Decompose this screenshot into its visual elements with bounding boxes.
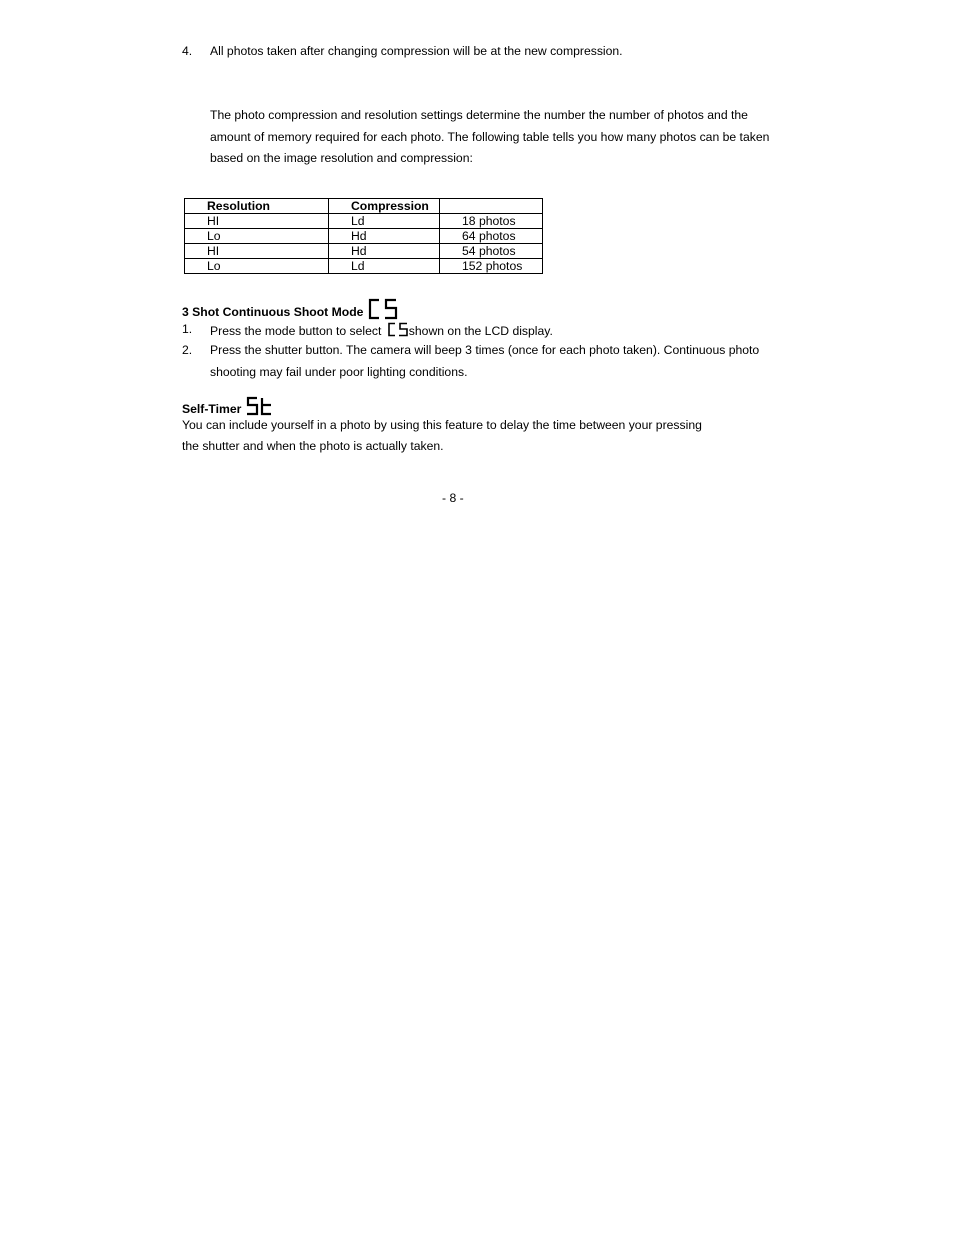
table-header-row	[185, 199, 543, 214]
cell-compression: Ld	[329, 259, 440, 274]
resolution-compression-table	[184, 198, 543, 274]
cell-photos: 18 photos	[440, 214, 543, 229]
table-row	[185, 229, 543, 244]
list-number-2: 2.	[182, 343, 193, 357]
self-timer-line-2: the shutter and when the photo is actually taken.	[182, 439, 444, 453]
self-timer-heading	[182, 396, 273, 416]
self-timer-line-1: You can include yourself in a photo by using this feature to delay the time between your pressing	[182, 418, 702, 432]
lcd-cs-icon	[367, 298, 399, 320]
list-number-1: 1.	[182, 322, 193, 336]
lcd-st-icon	[245, 396, 273, 416]
cell-resolution: Lo	[185, 259, 329, 274]
cell-compression: Ld	[329, 214, 440, 229]
continuous-mode-heading	[182, 298, 399, 320]
intro-line-3: based on the image resolution and compression:	[210, 151, 473, 165]
lcd-cs-icon	[387, 322, 409, 337]
cell-photos: 54 photos	[440, 244, 543, 259]
list-number-4: 4.	[182, 44, 193, 58]
intro-line-2: amount of memory required for each photo. The following table tells you how many photos can be taken	[210, 130, 770, 144]
item-4-text: All photos taken after changing compression will be at the new compression.	[210, 44, 623, 58]
self-timer-heading-text: Self-Timer	[182, 402, 242, 416]
cell-compression: Hd	[329, 244, 440, 259]
page-number: - 8 -	[442, 491, 464, 505]
cell-resolution: HI	[185, 244, 329, 259]
table-row	[185, 244, 543, 259]
cell-photos: 64 photos	[440, 229, 543, 244]
header-photos	[440, 199, 543, 214]
continuous-mode-heading-text: 3 Shot Continuous Shoot Mode	[182, 305, 364, 319]
cell-compression: Hd	[329, 229, 440, 244]
table-row	[185, 214, 543, 229]
cell-resolution: HI	[185, 214, 329, 229]
header-compression: Compression	[329, 199, 440, 214]
step-2-line-2: shooting may fail under poor lighting conditions.	[210, 365, 468, 379]
cell-photos: 152 photos	[440, 259, 543, 274]
cell-resolution: Lo	[185, 229, 329, 244]
header-resolution: Resolution	[185, 199, 329, 214]
intro-line-1: The photo compression and resolution settings determine the number the number of photos and the	[210, 108, 748, 122]
step-1-text-before: Press the mode button to select	[210, 324, 382, 338]
step-1-text	[210, 322, 553, 338]
step-2-line-1: Press the shutter button. The camera will beep 3 times (once for each photo taken). Continuous photo	[210, 343, 760, 357]
step-1-text-after: shown on the LCD display.	[408, 324, 553, 338]
table-row	[185, 259, 543, 274]
